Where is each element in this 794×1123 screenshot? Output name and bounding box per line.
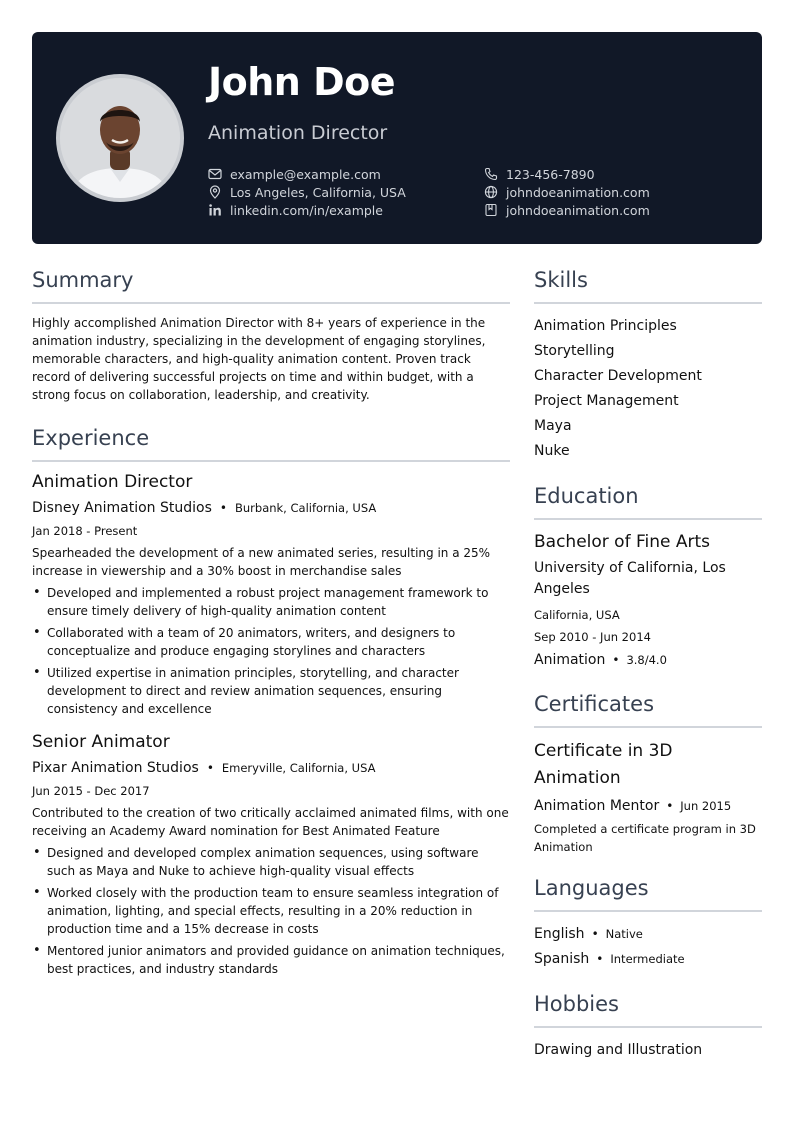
company-line: Disney Animation Studios • Burbank, California, USA [32,500,377,516]
job-title: Animation Director [32,472,193,492]
education-dates: Sep 2010 - Jun 2014 [534,630,651,644]
education-school: University of California, Los Angeles [534,560,726,597]
summary-heading: Summary [32,268,510,304]
job-bullets [32,584,510,718]
education-gpa: 3.8/4.0 [626,653,667,667]
company-name: Disney Animation Studios [32,500,212,516]
certificate-description: Completed a certificate program in 3D Animation [534,822,756,854]
skill-item: Project Management [534,393,679,409]
hobbies-heading: Hobbies [534,992,762,1028]
certificate-date: Jun 2015 [680,799,732,813]
contact-portfolio[interactable] [484,201,650,219]
website-text: johndoeanimation.com [506,184,650,200]
education-field-line: Animation • 3.8/4.0 [534,652,667,668]
certificate-issuer-line: Animation Mentor • Jun 2015 [534,798,732,814]
contact-location [208,183,406,201]
summary-text: Highly accomplished Animation Director with 8+ years of experience in the animation industry, specializing in the development of engaging storylines, memorable characters, and high-quality animation content. Proven track record of delivering successful projects on time and within budget, with a strong focus on collaboration, leadership, and creativity. [32,316,486,402]
job-entry [32,472,510,718]
job-dates: Jan 2018 - Present [32,524,138,538]
mail-icon [208,167,222,181]
contact-website[interactable] [484,183,650,201]
skill-item: Animation Principles [534,318,677,334]
skills-heading: Skills [534,268,762,304]
certificate-title: Certificate in 3D Animation [534,741,673,788]
company-location: Burbank, California, USA [234,501,377,515]
globe-icon [484,185,498,199]
job-dates: Jun 2015 - Dec 2017 [32,784,150,798]
main-column [32,268,510,982]
certificate-issuer: Animation Mentor [534,798,660,814]
skill-item: Maya [534,418,572,434]
job-bullet: • Mentored junior animators and provided guidance on animation techniques, best practices, and industry standards [32,942,510,978]
education-field: Animation [534,652,606,668]
language-level: Native [605,927,643,941]
company-line: Pixar Animation Studios • Emeryville, California, USA [32,760,376,776]
job-bullet: • Utilized expertise in animation principles, storytelling, and character development to direct and review animation sequences, ensuring consistency and excellence [32,664,510,718]
phone-icon [484,167,498,181]
avatar [56,74,184,202]
skill-item: Storytelling [534,343,615,359]
job-bullet: • Collaborated with a team of 20 animators, writers, and designers to conceptualize and produce engaging storylines and characters [32,624,510,660]
language-name: Spanish [534,951,590,967]
linkedin-icon [208,203,222,217]
education-location: California, USA [534,608,620,622]
company-location: Emeryville, California, USA [221,761,376,775]
language-level: Intermediate [610,952,685,966]
language-item: English • Native [534,926,643,942]
map-pin-icon [208,185,222,199]
phone-text: 123-456-7890 [506,166,595,182]
skill-item: Nuke [534,443,570,459]
skill-item: Character Development [534,368,702,384]
company-name: Pixar Animation Studios [32,760,199,776]
contact-email[interactable] [208,165,381,183]
location-text: Los Angeles, California, USA [230,184,406,200]
contact-phone[interactable] [484,165,595,183]
candidate-name: John Doe [208,60,396,104]
sidebar-column [534,268,762,1063]
experience-heading: Experience [32,426,510,462]
job-entry [32,732,510,978]
education-degree: Bachelor of Fine Arts [534,532,711,552]
certificates-heading: Certificates [534,692,762,728]
job-title: Senior Animator [32,732,170,752]
hobby-item: Drawing and Illustration [534,1042,703,1058]
portfolio-icon [484,203,498,217]
job-bullet: • Worked closely with the production team to ensure seamless integration of animation, lighting, and special effects, resulting in a 20% reduction in production time and a 15% decrease in costs [32,884,510,938]
language-item: Spanish • Intermediate [534,951,685,967]
languages-heading: Languages [534,876,762,912]
linkedin-text: linkedin.com/in/example [230,202,383,218]
email-text: example@example.com [230,166,381,182]
contact-linkedin[interactable] [208,201,383,219]
job-bullets [32,844,510,978]
education-heading: Education [534,484,762,520]
job-description: Contributed to the creation of two critically acclaimed animated films, with one receiving an Academy Award nomination for Best Animated Feature [32,806,509,838]
profile-photo [60,78,180,198]
candidate-title: Animation Director [208,122,388,144]
header-banner [32,32,762,244]
language-name: English [534,926,585,942]
portfolio-text: johndoeanimation.com [506,202,650,218]
job-description: Spearheaded the development of a new animated series, resulting in a 25% increase in viewership and a 30% boost in merchandise sales [32,546,491,578]
job-bullet: • Developed and implemented a robust project management framework to ensure timely delivery of high-quality animation content [32,584,510,620]
job-bullet: • Designed and developed complex animation sequences, using software such as Maya and Nuke to achieve high-quality visual effects [32,844,510,880]
